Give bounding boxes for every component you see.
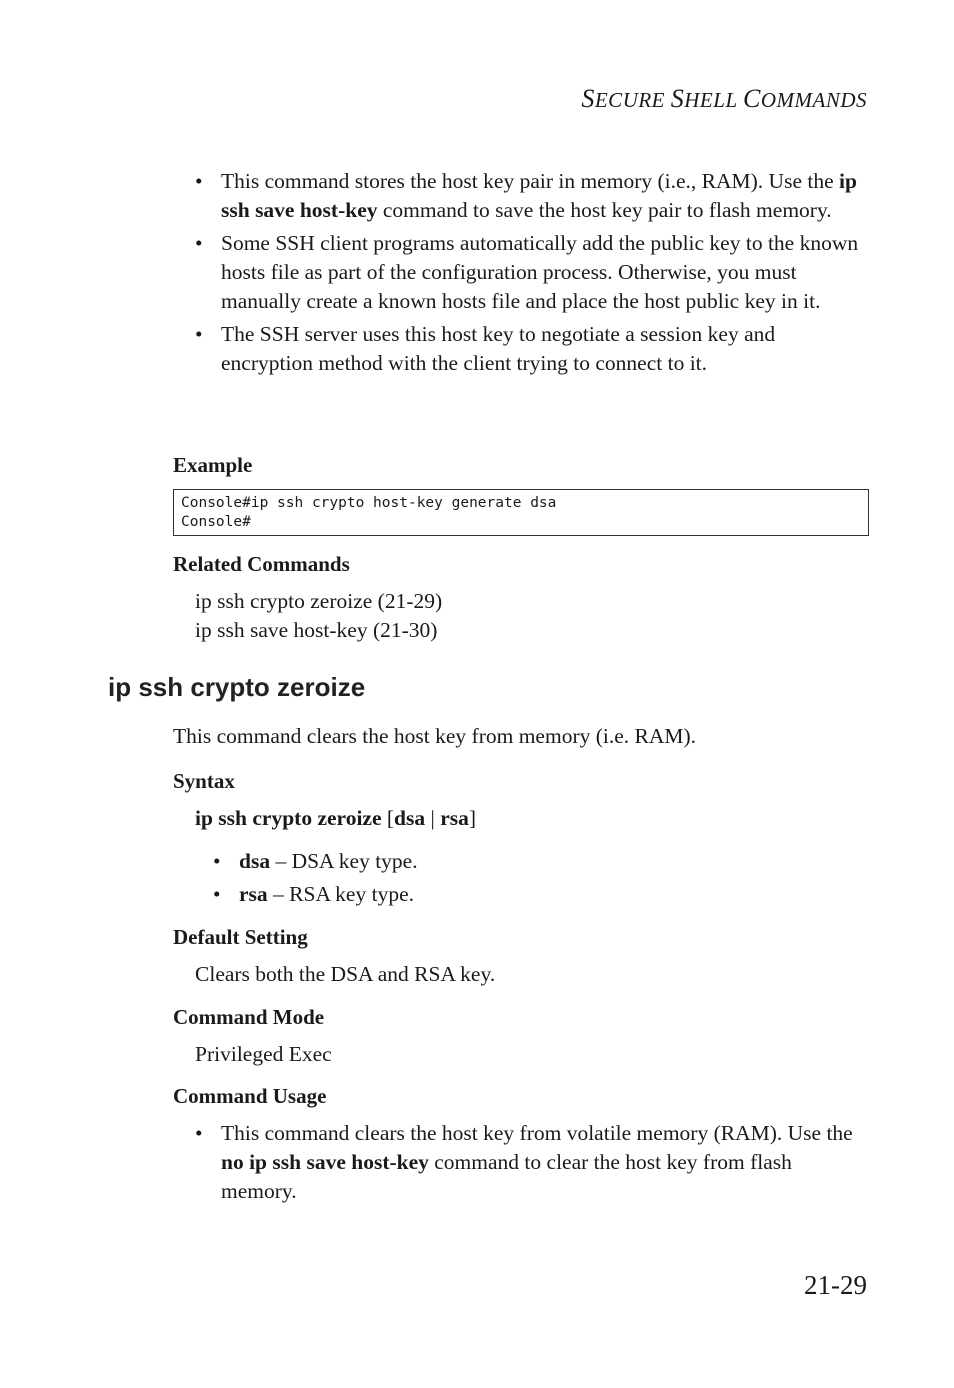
syntax-heading: Syntax [173,769,235,793]
list-item: • dsa – DSA key type. [213,849,418,873]
default-setting-text: Clears both the DSA and RSA key. [195,962,496,986]
code-line: Console# [181,514,251,530]
command-usage-heading: Command Usage [173,1084,327,1108]
command-usage-bullets [195,1119,867,1210]
example-code-box [173,489,869,536]
code-line: Console#ip ssh crypto host-key generate dsa [181,495,557,511]
syntax-line: ip ssh crypto zeroize [dsa | rsa] [195,806,477,830]
default-setting-heading: Default Setting [173,925,308,949]
page-number: 21-29 [804,1270,867,1300]
related-commands-heading: Related Commands [173,552,350,576]
related-commands-list [195,587,442,645]
command-mode-text: Privileged Exec [195,1042,332,1066]
example-heading: Example [173,453,253,477]
related-command-link[interactable]: ip ssh save host-key (21-30) [195,618,438,642]
list-item: • rsa – RSA key type. [213,882,414,906]
syntax-params [213,847,418,913]
command-mode-heading: Command Mode [173,1005,325,1029]
list-item: • Some SSH client programs automatically add the public key to the known hosts file as part of the configuration process. Otherwise, you must manually create a known hosts file and place the host public key in it. [195,231,859,313]
section-title: ip ssh crypto zeroize [108,672,366,702]
running-header: SECURE SHELL COMMANDS [581,84,867,113]
related-command-link[interactable]: ip ssh crypto zeroize (21-29) [195,589,443,613]
list-item: • This command clears the host key from volatile memory (RAM). Use the no ip ssh save host-key command to clear the host key from flash memory. [195,1121,853,1203]
usage-bullets-top [195,167,867,382]
list-item: • The SSH server uses this host key to negotiate a session key and encryption method with the client trying to connect to it. [195,322,776,375]
list-item: • This command stores the host key pair in memory (i.e., RAM). Use the ip ssh save host-key command to save the host key pair to flash memory. [195,169,857,222]
section-description: This command clears the host key from memory (i.e. RAM). [173,724,697,748]
